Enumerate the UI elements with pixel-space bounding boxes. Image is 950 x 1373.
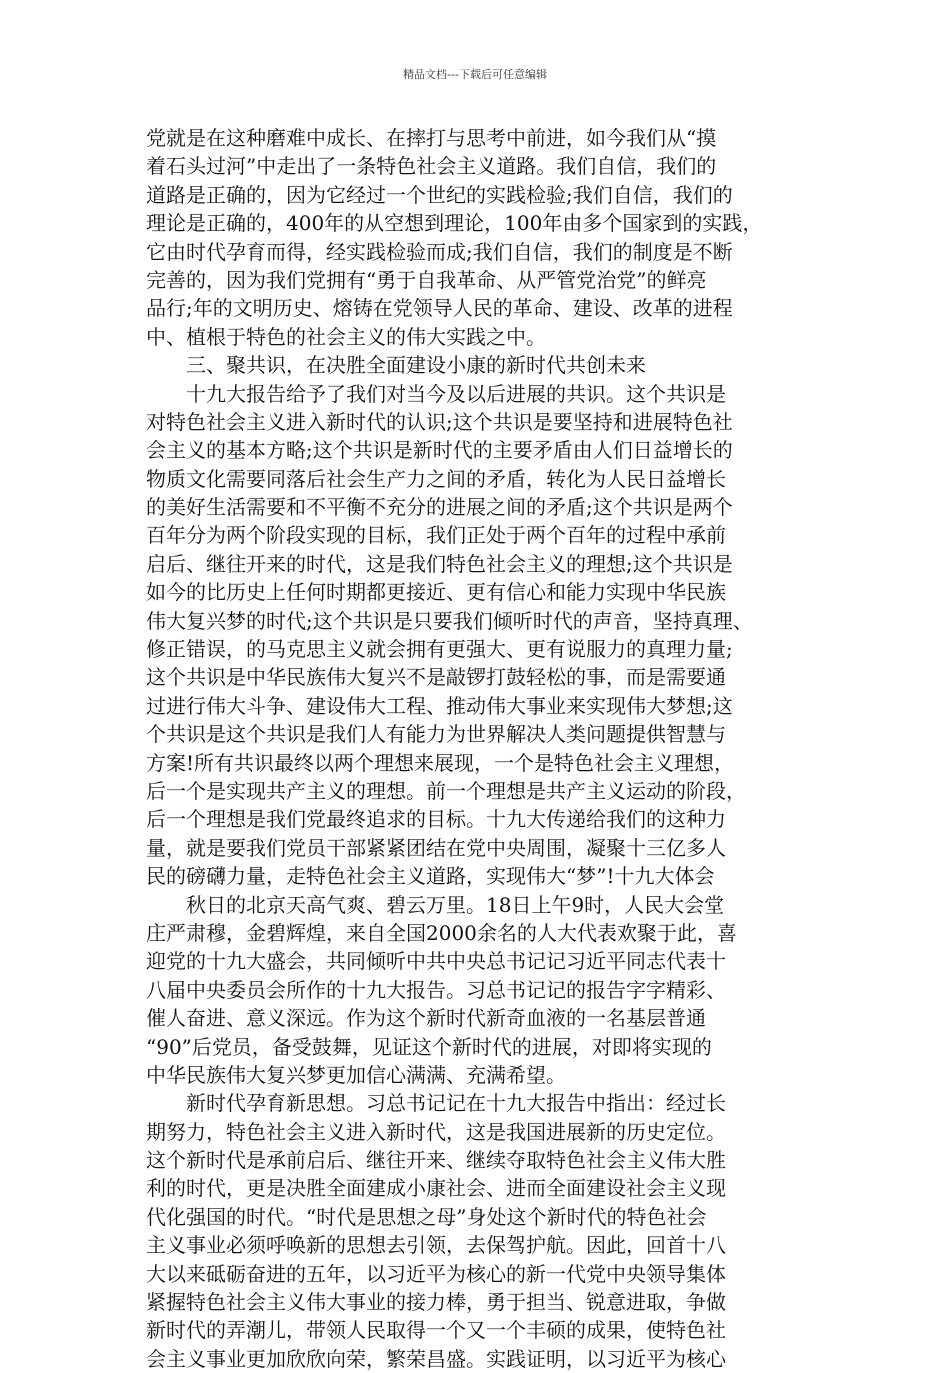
text-line: 十九大报告给予了我们对当今及以后进展的共识。这个共识是 [146, 381, 726, 406]
text-line: 庄严肃穆，金碧辉煌，来自全国2000余名的人大代表欢聚于此，喜 [146, 920, 737, 945]
text-line: 修正错误，的马克思主义就会拥有更强大、更有说服力的真理力量; [146, 637, 733, 662]
text-line: 民的磅礴力量，走特色社会主义道路，实现伟大“梦”!十九大体会 [146, 864, 715, 889]
text-line: 量，就是要我们党员干部紧紧团结在党中央周围，凝聚十三亿多人 [146, 835, 726, 860]
text-line: 催人奋进、意义深远。作为这个新时代新奇血液的一名基层普通 [146, 1006, 706, 1031]
text-line: 紧握特色社会主义伟大事业的接力棒，勇于担当、锐意进取，争做 [146, 1290, 726, 1315]
text-line: 新时代的弄潮儿，带领人民取得一个又一个丰硕的成果，使特色社 [146, 1318, 726, 1343]
text-line: 后一个理想是我们党最终追求的目标。十九大传递给我们的这种力 [146, 807, 726, 832]
text-line: 这个共识是中华民族伟大复兴不是敲锣打鼓轻松的事，而是需要通 [146, 665, 726, 690]
text-line: 后一个是实现共产主义的理想。前一个理想是共产主义运动的阶段， [146, 778, 746, 803]
text-line: 物质文化需要同落后社会生产力之间的矛盾，转化为人民日益增长 [146, 466, 726, 491]
text-line: 党就是在这种磨难中成长、在摔打与思考中前进，如今我们从“摸 [146, 126, 717, 150]
text-line: 这个新时代是承前启后、继往开来、继续夺取特色社会主义伟大胜 [146, 1148, 726, 1173]
text-line: 八届中央委员会所作的十九大报告。习总书记记的报告字字精彩、 [146, 977, 726, 1002]
text-line: 如今的比历史上任何时期都更接近、更有信心和能力实现中华民族 [146, 580, 726, 605]
text-line: 启后、继往开来的时代，这是我们特色社会主义的理想;这个共识是 [146, 551, 733, 576]
text-line: 代化强国的时代。“时代是思想之母”身处这个新时代的特色社会 [146, 1204, 707, 1229]
text-line: 方案!所有共识最终以两个理想来展现，一个是特色社会主义理想， [146, 750, 735, 775]
text-line: 大以来砥砺奋进的五年，以习近平为核心的新一代党中央领导集体 [146, 1261, 726, 1286]
text-line: 道路是正确的，因为它经过一个世纪的实践检验;我们自信，我们的 [146, 182, 733, 207]
text-line: 中华民族伟大复兴梦更加信心满满、充满希望。 [146, 1062, 566, 1087]
text-line: 三、聚共识，在决胜全面建设小康的新时代共创未来 [146, 353, 646, 378]
text-line: 利的时代，更是决胜全面建成小康社会、进而全面建设社会主义现 [146, 1176, 726, 1201]
text-line: 百年分为两个阶段实现的目标，我们正处于两个百年的过程中承前 [146, 523, 726, 548]
text-line: 它由时代孕育而得，经实践检验而成;我们自信，我们的制度是不断 [146, 239, 733, 264]
document-body [146, 124, 826, 1373]
text-line: 秋日的北京天高气爽、碧云万里。18日上午9时，人民大会堂 [146, 892, 725, 917]
text-line: 迎党的十九大盛会，共同倾听中共中央总书记记习近平同志代表十 [146, 949, 726, 974]
text-line: 对特色社会主义进入新时代的认识;这个共识是要坚持和进展特色社 [146, 409, 733, 434]
text-line: 期努力，特色社会主义进入新时代，这是我国进展新的历史定位。 [146, 1119, 726, 1144]
text-line: 理论是正确的，400年的从空想到理论，100年由多个国家到的实践， [146, 211, 763, 236]
text-line: 主义事业必须呼唤新的思想去引领，去保驾护航。因此，回首十八 [146, 1233, 726, 1258]
text-line: 中、植根于特色的社会主义的伟大实践之中。 [146, 324, 546, 349]
text-line: 过进行伟大斗争、建设伟大工程、推动伟大事业来实现伟大梦想;这 [146, 693, 733, 718]
text-line: 会主义事业更加欣欣向荣，繁荣昌盛。实践证明，以习近平为核心 [146, 1346, 726, 1371]
text-line: 品行;年的文明历史、熔铸在党领导人民的革命、建设、改革的进程 [146, 296, 733, 321]
text-line: 完善的，因为我们党拥有“勇于自我革命、从严管党治党”的鲜亮 [146, 267, 707, 292]
text-line: 会主义的基本方略;这个共识是新时代的主要矛盾由人们日益增长的 [146, 438, 733, 463]
text-line: “90”后党员，备受鼓舞，见证这个新时代的进展，对即将实现的 [146, 1034, 712, 1059]
text-line: 新时代孕育新思想。习总书记记在十九大报告中指出：经过长 [146, 1091, 726, 1116]
page-header: 精品文档---下载后可任意编辑 [403, 68, 547, 81]
text-line: 伟大复兴梦的时代;这个共识是只要我们倾听时代的声音，坚持真理、 [146, 608, 753, 633]
text-line: 着石头过河”中走出了一条特色社会主义道路。我们自信，我们的 [146, 154, 717, 179]
text-line: 个共识是这个共识是我们人有能力为世界解决人类问题提供智慧与 [146, 722, 726, 747]
text-line: 的美好生活需要和不平衡不充分的进展之间的矛盾;这个共识是两个 [146, 495, 733, 520]
